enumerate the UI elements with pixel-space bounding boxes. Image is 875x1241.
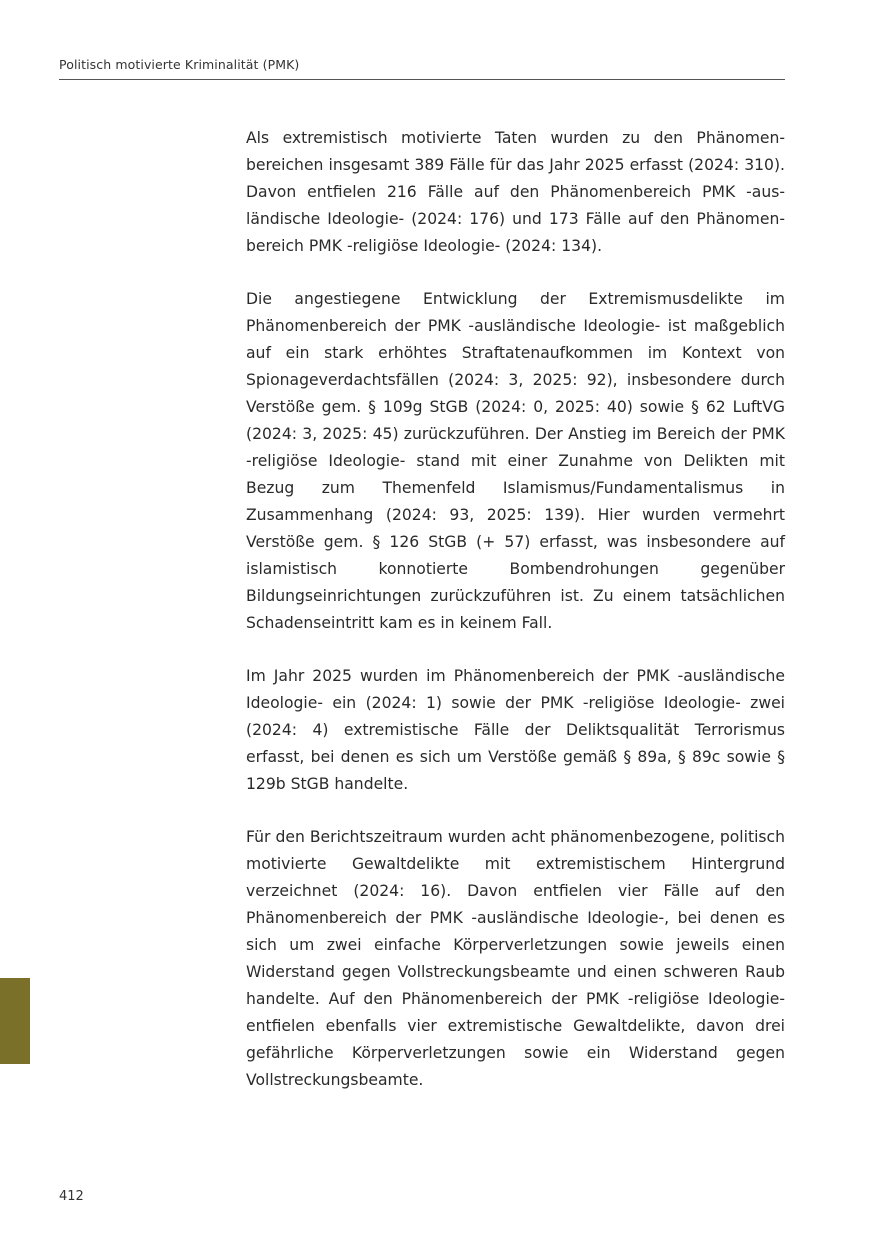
chapter-side-tab: [0, 978, 30, 1064]
header-divider: [59, 79, 785, 80]
paragraph-violent-offences: Für den Berichtszeitraum wurden acht phänomenbezogene, politisch motivierte Gewaltdelikte mit extremistischem Hintergrund verzeichnet (2024: 16). Davon entfielen vier Fälle auf den Phänomenbereich der PMK -ausländische Ideologie-, bei denen es sich um zwei einfache Körperverletzungen sowie jeweils einen Widerstand gegen Vollstreckungsbeamte und einen schweren Raub handelte. Auf den Phänomenbereich der PMK -religiöse Ideologie- entfielen ebenfalls vier extremistische Gewaltdelikte, davon drei gefährliche Körperverletzungen sowie ein Widerstand gegen Vollstreckungsbeamte.: [246, 828, 785, 1089]
paragraph-development: Die angestiegene Entwicklung der Extremismusdelikte im Phänomenbereich der PMK -ausländische Ideologie- ist maßgeblich auf ein stark erhöhtes Straftatenaufkommen im Kontext von Spionageverdachtsfällen (2024: 3, 2025: 92), insbesondere durch Verstöße gem. § 109g StGB (2024: 0, 2025: 40) sowie § 62 LuftVG (2024: 3, 2025: 45) zurückzuführen. Der Anstieg im Bereich der PMK -religiöse Ideologie- stand mit einer Zunahme von Delikten mit Bezug zum Themenfeld Islamismus/Fundamentalismus in Zusammenhang (2024: 93, 2025: 139). Hier wurden vermehrt Verstöße gem. § 126 StGB (+ 57) erfasst, was insbesondere auf islamistisch konnotierte Bombendrohungen gegenüber Bildungseinrichtungen zurückzuführen ist. Zu einem tatsächlichen Schadenseintritt kam es in keinem Fall.: [246, 290, 785, 632]
paragraph-extremist-cases: Als extremistisch motivierte Taten wurden zu den Phänomenbereichen insgesamt 389 Fälle für das Jahr 2025 erfasst (2024: 310). Davon entfielen 216 Fälle auf den Phänomenbereich PMK -ausländische Ideologie- (2024: 176) und 173 Fälle auf den Phänomenbereich PMK -religiöse Ideologie- (2024: 134).: [246, 129, 785, 255]
running-header-title: Politisch motivierte Kriminalität (PMK): [59, 57, 300, 72]
body-text-column: [246, 125, 785, 1120]
page-number: 412: [59, 1189, 84, 1204]
paragraph-terrorism: Im Jahr 2025 wurden im Phänomenbereich der PMK -ausländische Ideologie- ein (2024: 1) sowie der PMK -religiöse Ideologie- zwei (2024: 4) extremistische Fälle der Deliktsqualität Terrorismus erfasst, bei denen es sich um Verstöße gemäß § 89a, § 89c sowie § 129b StGB handelte.: [246, 667, 785, 793]
